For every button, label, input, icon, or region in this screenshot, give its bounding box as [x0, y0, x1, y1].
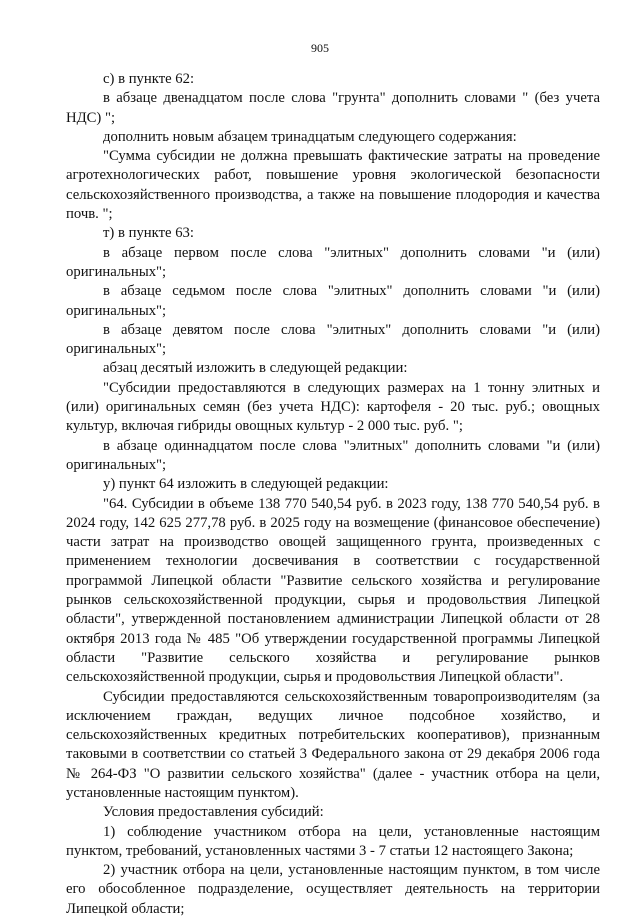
paragraph: в абзаце одиннадцатом после слова "элитных" дополнить словами "и (или) оригинальных"; [66, 437, 600, 473]
paragraph: "Сумма субсидии не должна превышать фактические затраты на проведение агротехнологических работ, повышение уровня экологической безопасности сельскохозяйственного производства, а также на повышение плодородия и качества почв. "; [66, 148, 600, 223]
paragraph: абзац десятый изложить в следующей редакции: [103, 360, 408, 377]
paragraph: Условия предоставления субсидий: [103, 804, 324, 821]
paragraph: в абзаце первом после слова "элитных" дополнить словами "и (или) оригинальных"; [66, 244, 600, 280]
paragraph: в абзаце двенадцатом после слова "грунта" дополнить словами " (без учета НДС) "; [66, 90, 600, 126]
paragraph: в абзаце седьмом после слова "элитных" дополнить словами "и (или) оригинальных"; [66, 283, 600, 319]
page-number: 905 [311, 41, 329, 55]
paragraph: 2) участник отбора на цели, установленные настоящим пунктом, в том числе его обособленное подразделение, осуществляет деятельность на территории Липецкой области; [66, 862, 600, 917]
paragraph: в абзаце девятом после слова "элитных" дополнить словами "и (или) оригинальных"; [66, 321, 600, 358]
paragraph: т) в пункте 63: [103, 225, 194, 242]
paragraph: с) в пункте 62: [103, 71, 195, 87]
paragraph: Субсидии предоставляются сельскохозяйственным товаропроизводителям (за исключением граждан, ведущих личное подсобное хозяйство, и сельскохозяйственных кредитных потребительских кооперативов), признанным таковыми в соответствии со статьей 3 Федерального закона от 29 декабря 2006 года № 264-ФЗ "О развитии сельского хозяйства" (далее - участник отбора на цели, установленные настоящим пунктом). [66, 688, 600, 801]
paragraph: "Субсидии предоставляются в следующих размерах на 1 тонну элитных и (или) оригинальных семян (без учета НДС): картофеля - 20 тыс. руб.; овощных культур, включая гибриды овощных культур - 2 000 тыс. руб. "; [66, 379, 600, 435]
paragraph: дополнить новым абзацем тринадцатым следующего содержания: [103, 128, 517, 145]
paragraph: "64. Субсидии в объеме 138 770 540,54 руб. в 2023 году, 138 770 540,54 руб. в 2024 году, 142 625 277,78 руб. в 2025 году на возмещение (финансовое обеспечение) части затрат на производство овощей защищенного грунта, произведенных с применением технологии досвечивания в соответствии с государственной программой Липецкой области "Развитие сельского хозяйства и регулирование рынков сельскохозяйственной продукции, сырья и продовольствия Липецкой области", утвержденной постановлением администрации Липецкой области от 28 октября 2013 года № 485 "Об утверждении государственной программы Липецкой области "Развитие сельского хозяйства и регулирование рынков сельскохозяйственной продукции, сырья и продовольствия Липецкой области". [66, 495, 600, 686]
paragraph: 1) соблюдение участником отбора на цели, установленные настоящим пунктом, требований, установленных частями 3 - 7 статьи 12 настоящего Закона; [66, 823, 600, 859]
paragraph: у) пункт 64 изложить в следующей редакции: [103, 476, 389, 493]
document-body [66, 70, 600, 919]
